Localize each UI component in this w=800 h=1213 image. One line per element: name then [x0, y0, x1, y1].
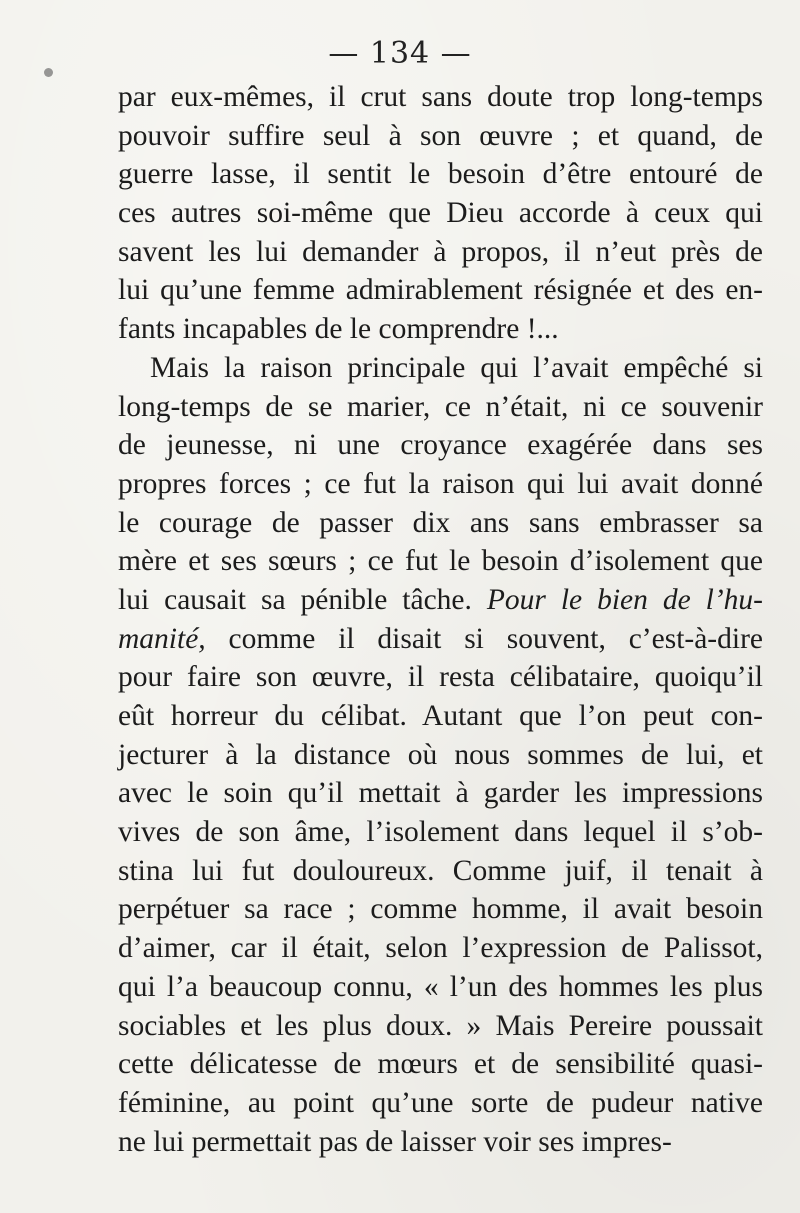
text-line — [118, 465, 763, 504]
text-line — [118, 1045, 763, 1084]
text-segment: mère et ses sœurs ; ce fut le besoin d’isolement que — [118, 545, 763, 578]
text-line — [118, 78, 763, 117]
text-line — [118, 968, 763, 1007]
text-segment: d’aimer, car il était, selon l’expression de Palissot, — [118, 932, 763, 965]
text-segment: perpétuer sa race ; comme homme, il avait besoin — [118, 893, 763, 926]
text-line — [118, 310, 763, 349]
text-segment: guerre lasse, il sentit le besoin d’être entouré de — [118, 158, 763, 191]
text-segment: ces autres soi-même que Dieu accorde à ceux qui — [118, 197, 763, 230]
text-line — [118, 194, 763, 233]
text-segment: de jeunesse, ni une croyance exagérée dans ses — [118, 429, 763, 462]
text-segment: le courage de passer dix ans sans embrasser sa — [118, 506, 763, 539]
text-line — [118, 1084, 763, 1123]
text-line — [118, 813, 763, 852]
text-segment: pouvoir suffire seul à son œuvre ; et quand, de — [118, 119, 763, 152]
text-line — [118, 1007, 763, 1046]
text-segment: avec le soin qu’il mettait à garder les impressions — [118, 777, 763, 810]
body-text — [118, 78, 763, 1161]
text-line — [118, 620, 763, 659]
text-line — [118, 155, 763, 194]
text-line — [118, 1123, 763, 1162]
text-segment: stina lui fut douloureux. Comme juif, il tenait à — [118, 854, 763, 887]
text-line — [118, 890, 763, 929]
text-line — [118, 426, 763, 465]
text-segment: savent les lui demander à propos, il n’eut près de — [118, 235, 763, 268]
text-line — [118, 852, 763, 891]
text-line — [118, 542, 763, 581]
text-segment: Mais la raison principale qui l’avait empêché si — [150, 351, 763, 384]
text-line — [118, 117, 763, 156]
text-segment: comme il disait si souvent, c’est-à-dire — [205, 622, 763, 655]
page-number: — 134 — — [328, 36, 472, 71]
text-line — [118, 736, 763, 775]
text-segment: lui qu’une femme admirablement résignée et des en- — [118, 274, 763, 307]
text-line — [118, 581, 763, 620]
text-segment: sociables et les plus doux. » Mais Pereire poussait — [118, 1009, 763, 1042]
text-line — [118, 388, 763, 427]
text-segment: ne lui permettait pas de laisser voir ses impres- — [118, 1125, 672, 1158]
text-segment: vives de son âme, l’isolement dans lequel il s’ob- — [118, 816, 763, 849]
text-segment: eût horreur du célibat. Autant que l’on peut con- — [118, 700, 763, 732]
text-segment: fants incapables de le comprendre !... — [118, 313, 559, 346]
text-segment: féminine, au point qu’une sorte de pudeur native — [118, 1086, 763, 1119]
text-segment: cette délicatesse de mœurs et de sensibilité quasi- — [118, 1048, 763, 1081]
text-segment: propres forces ; ce fut la raison qui lui avait donné — [118, 467, 763, 500]
text-segment: qui l’a beaucoup connu, « l’un des hommes les plus — [118, 970, 763, 1003]
text-line — [118, 658, 763, 697]
text-line — [118, 774, 763, 813]
text-segment: par eux-mêmes, il crut sans doute trop long-temps — [118, 81, 763, 113]
text-segment: lui causait sa pénible tâche. — [118, 583, 487, 616]
text-line — [118, 271, 763, 310]
text-line — [118, 233, 763, 272]
italic-text-segment: manité, — [118, 622, 206, 655]
text-line — [118, 929, 763, 968]
text-line — [118, 697, 763, 736]
italic-text-segment: Pour le bien de l’hu- — [486, 583, 763, 616]
text-segment: jecturer à la distance où nous sommes de lui, et — [118, 738, 763, 771]
text-segment: long-temps de se marier, ce n’était, ni ce souvenir — [118, 390, 763, 423]
text-line — [118, 349, 763, 388]
text-segment: pour faire son œuvre, il resta célibataire, quoiqu’il — [118, 661, 763, 694]
text-line — [118, 504, 763, 543]
